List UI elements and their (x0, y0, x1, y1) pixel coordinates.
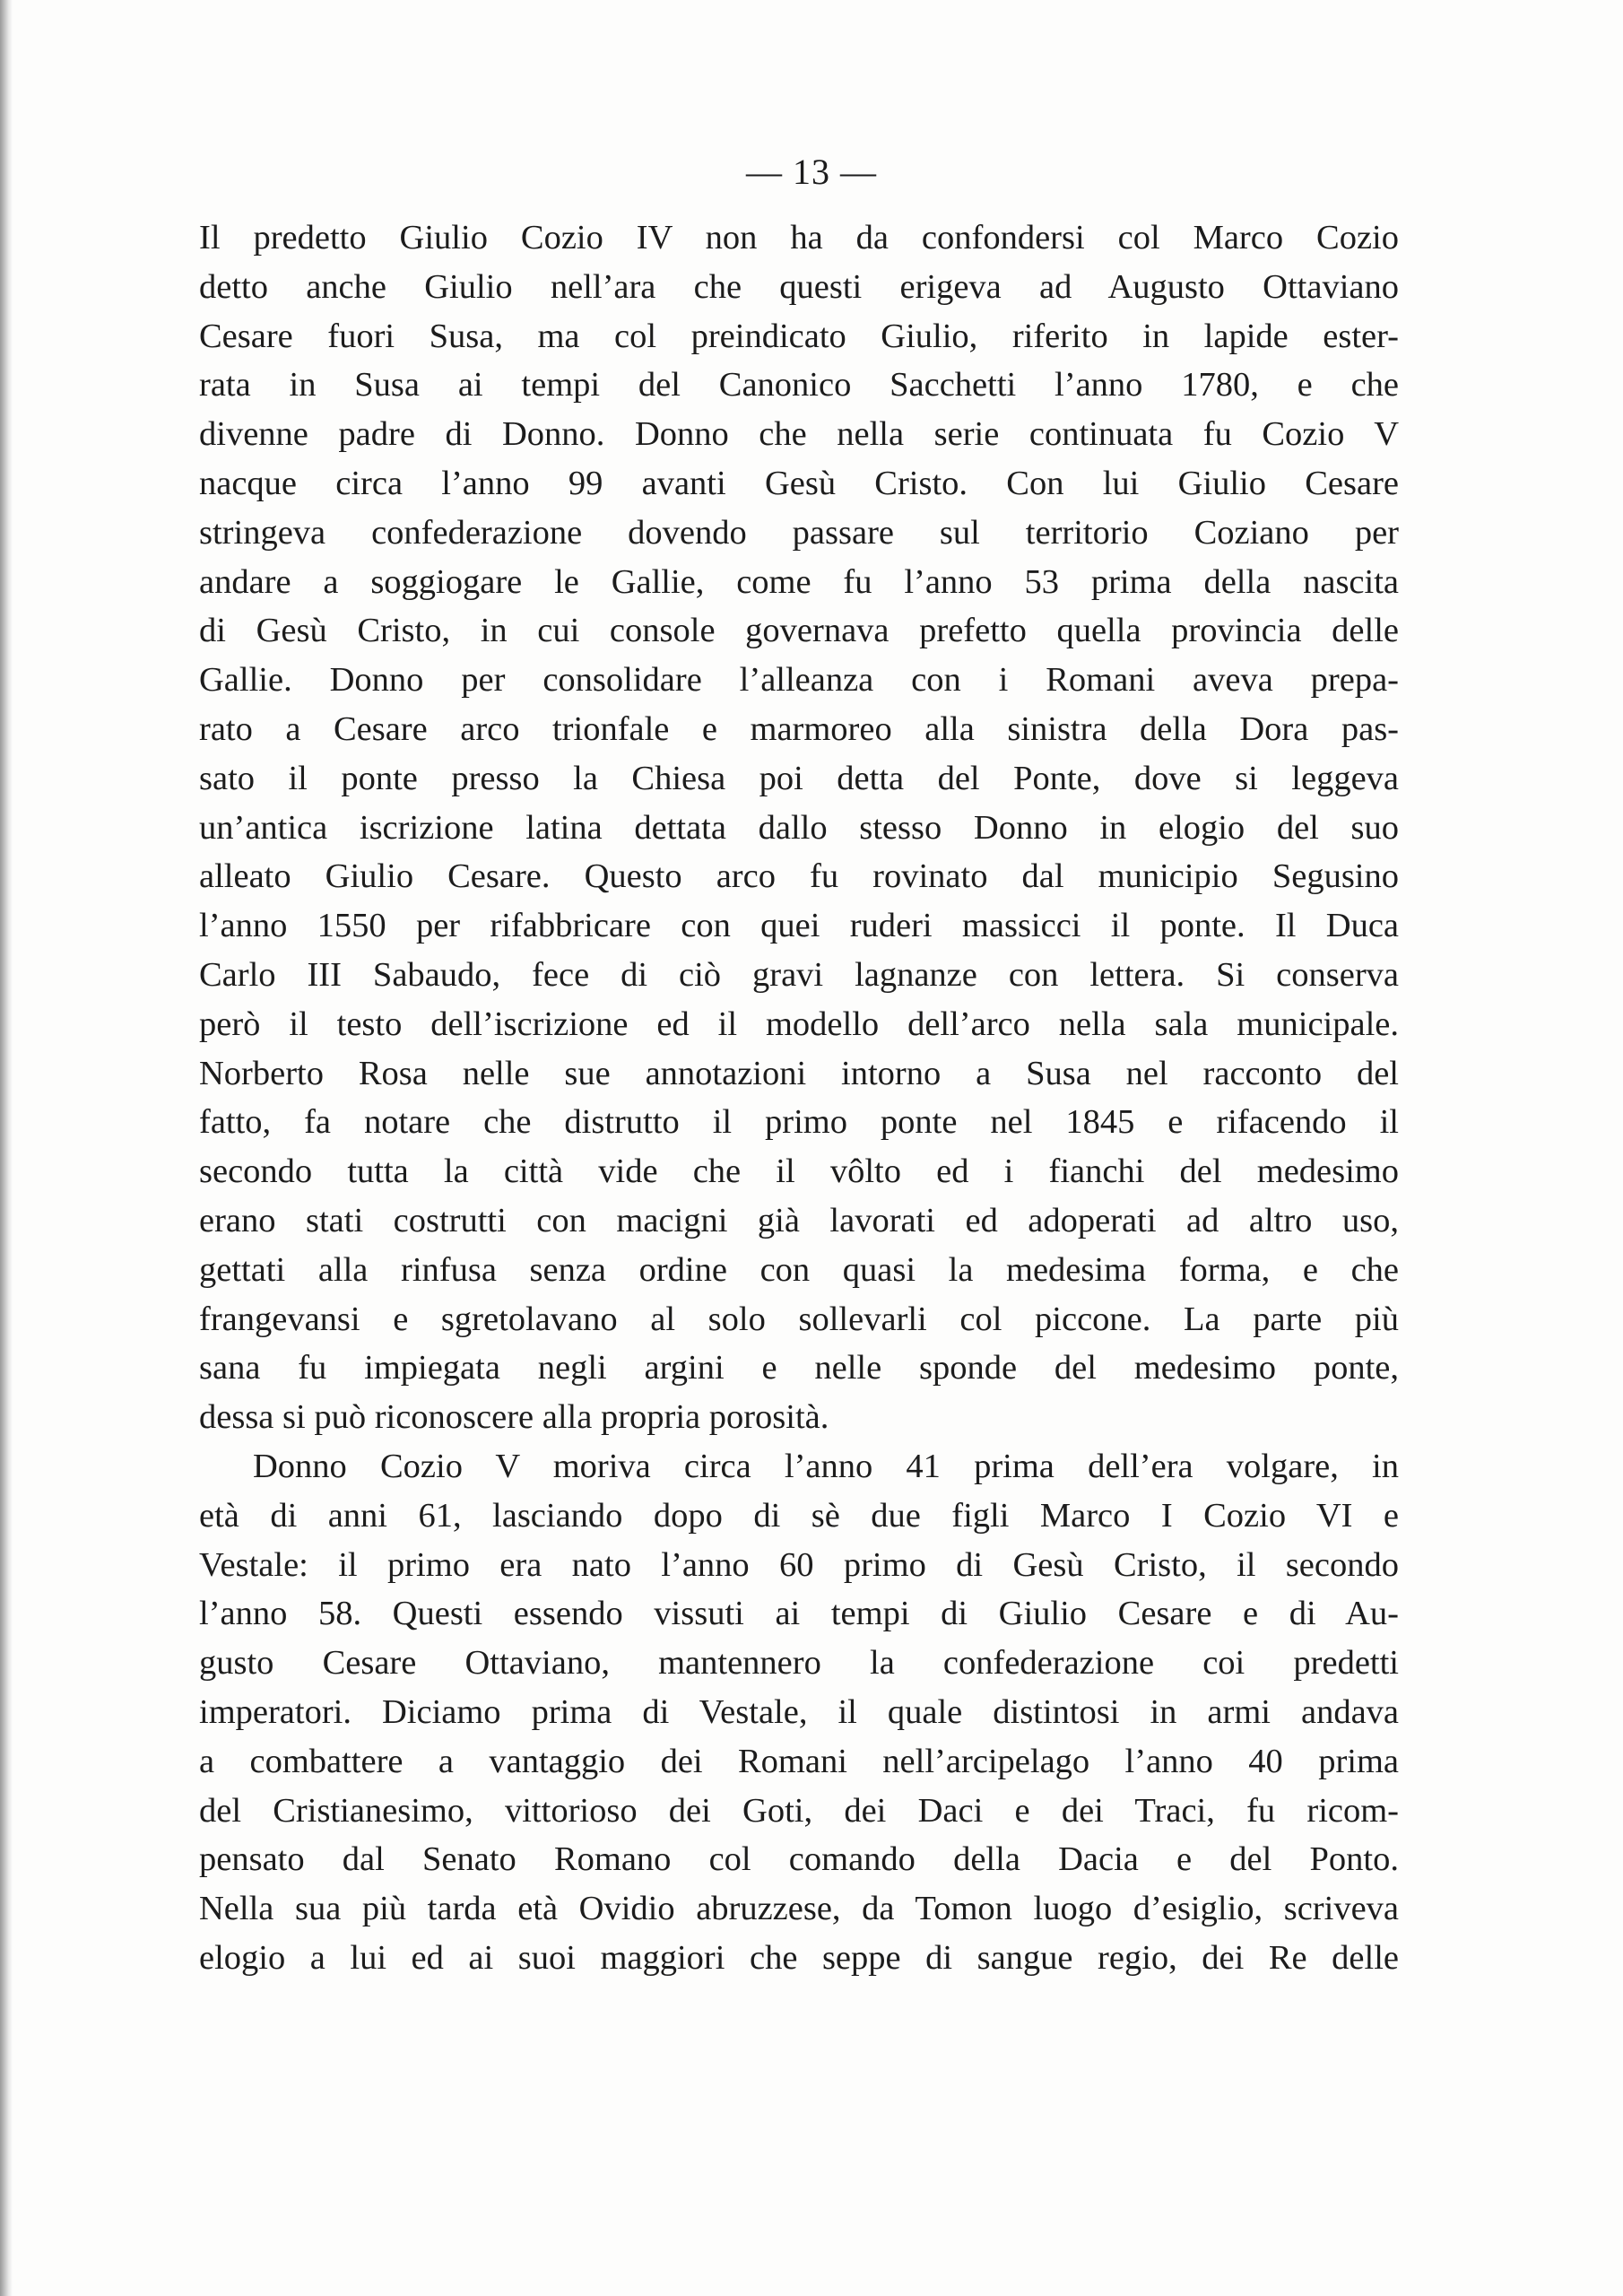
text-line: gusto Cesare Ottaviano, mantennero la confederazione coi predetti (199, 1644, 1399, 1683)
text-line: età di anni 61, lasciando dopo di sè due figli Marco I Cozio VI e (199, 1496, 1399, 1535)
text-line: l’anno 1550 per rifabbricare con quei ruderi massicci il ponte. Il Duca (199, 907, 1399, 945)
text-line: frangevansi e sgretolavano al solo sollevarli col piccone. La parte più (199, 1300, 1399, 1338)
text-line: sato il ponte presso la Chiesa poi detta del Ponte, dove si leggeva (199, 759, 1399, 797)
text-line: rata in Susa ai tempi del Canonico Sacchetti l’anno 1780, e che (199, 366, 1399, 404)
text-line: nacque circa l’anno 99 avanti Gesù Cristo. Con lui Giulio Cesare (199, 464, 1399, 502)
page-edge-shadow (0, 0, 13, 2296)
text-line: imperatori. Diciamo prima di Vestale, il quale distintosi in armi andava (199, 1692, 1399, 1731)
text-line: fatto, fa notare che distrutto il primo ponte nel 1845 e rifacendo il (199, 1103, 1399, 1142)
text-line: però il testo dell’iscrizione ed il modello dell’arco nella sala municipale. (199, 1004, 1399, 1043)
text-line: del Cristianesimo, vittorioso dei Goti, dei Daci e dei Traci, fu ricom- (199, 1791, 1399, 1830)
text-line: stringeva confederazione dovendo passare sul territorio Coziano per (199, 513, 1399, 552)
text-line: andare a soggiogare le Gallie, come fu l’anno 53 prima della nascita (199, 562, 1399, 601)
text-line: di Gesù Cristo, in cui console governava prefetto quella provincia delle (199, 612, 1399, 650)
text-line: sana fu impiegata negli argini e nelle sponde del medesimo ponte, (199, 1349, 1399, 1387)
text-line: elogio a lui ed ai suoi maggiori che seppe di sangue regio, dei Re delle (199, 1938, 1399, 1977)
text-line: un’antica iscrizione latina dettata dallo stesso Donno in elogio del suo (199, 808, 1399, 847)
text-line: Carlo III Sabaudo, fece di ciò gravi lagnanze con lettera. Si conserva (199, 955, 1399, 994)
text-line: dessa si può riconoscere alla propria porosità. (199, 1398, 829, 1437)
text-line: pensato dal Senato Romano col comando della Dacia e del Ponto. (199, 1840, 1399, 1879)
paragraph-1 (199, 213, 1399, 1442)
paragraph-2 (199, 1442, 1399, 1983)
text-line: secondo tutta la città vide che il vôlto ed i fianchi del medesimo (199, 1152, 1399, 1191)
text-line: divenne padre di Donno. Donno che nella serie continuata fu Cozio V (199, 415, 1399, 454)
text-line: alleato Giulio Cesare. Questo arco fu rovinato dal municipio Segusino (199, 857, 1399, 896)
text-line: Cesare fuori Susa, ma col preindicato Giulio, riferito in lapide ester- (199, 317, 1399, 355)
text-line: Nella sua più tarda età Ovidio abruzzese, da Tomon luogo d’esiglio, scriveva (199, 1890, 1399, 1928)
text-line: Norberto Rosa nelle sue annotazioni intorno a Susa nel racconto del (199, 1054, 1399, 1092)
text-line: erano stati costrutti con macigni già lavorati ed adoperati ad altro uso, (199, 1201, 1399, 1239)
text-line: Donno Cozio V moriva circa l’anno 41 prima dell’era volgare, in (253, 1447, 1399, 1485)
page-number: — 13 — (746, 152, 877, 192)
text-line: l’anno 58. Questi essendo vissuti ai tempi di Giulio Cesare e di Au- (199, 1595, 1399, 1633)
body-text (199, 213, 1399, 1983)
text-line: a combattere a vantaggio dei Romani nell’arcipelago l’anno 40 prima (199, 1742, 1399, 1780)
text-line: rato a Cesare arco trionfale e marmoreo alla sinistra della Dora pas- (199, 709, 1399, 748)
text-line: Gallie. Donno per consolidare l’alleanza con i Romani aveva prepa- (199, 661, 1399, 700)
text-line: gettati alla rinfusa senza ordine con quasi la medesima forma, e che (199, 1250, 1399, 1289)
text-line: Il predetto Giulio Cozio IV non ha da confondersi col Marco Cozio (199, 219, 1399, 257)
text-line: detto anche Giulio nell’ara che questi erigeva ad Augusto Ottaviano (199, 267, 1399, 306)
text-line: Vestale: il primo era nato l’anno 60 primo di Gesù Cristo, il secondo (199, 1545, 1399, 1584)
